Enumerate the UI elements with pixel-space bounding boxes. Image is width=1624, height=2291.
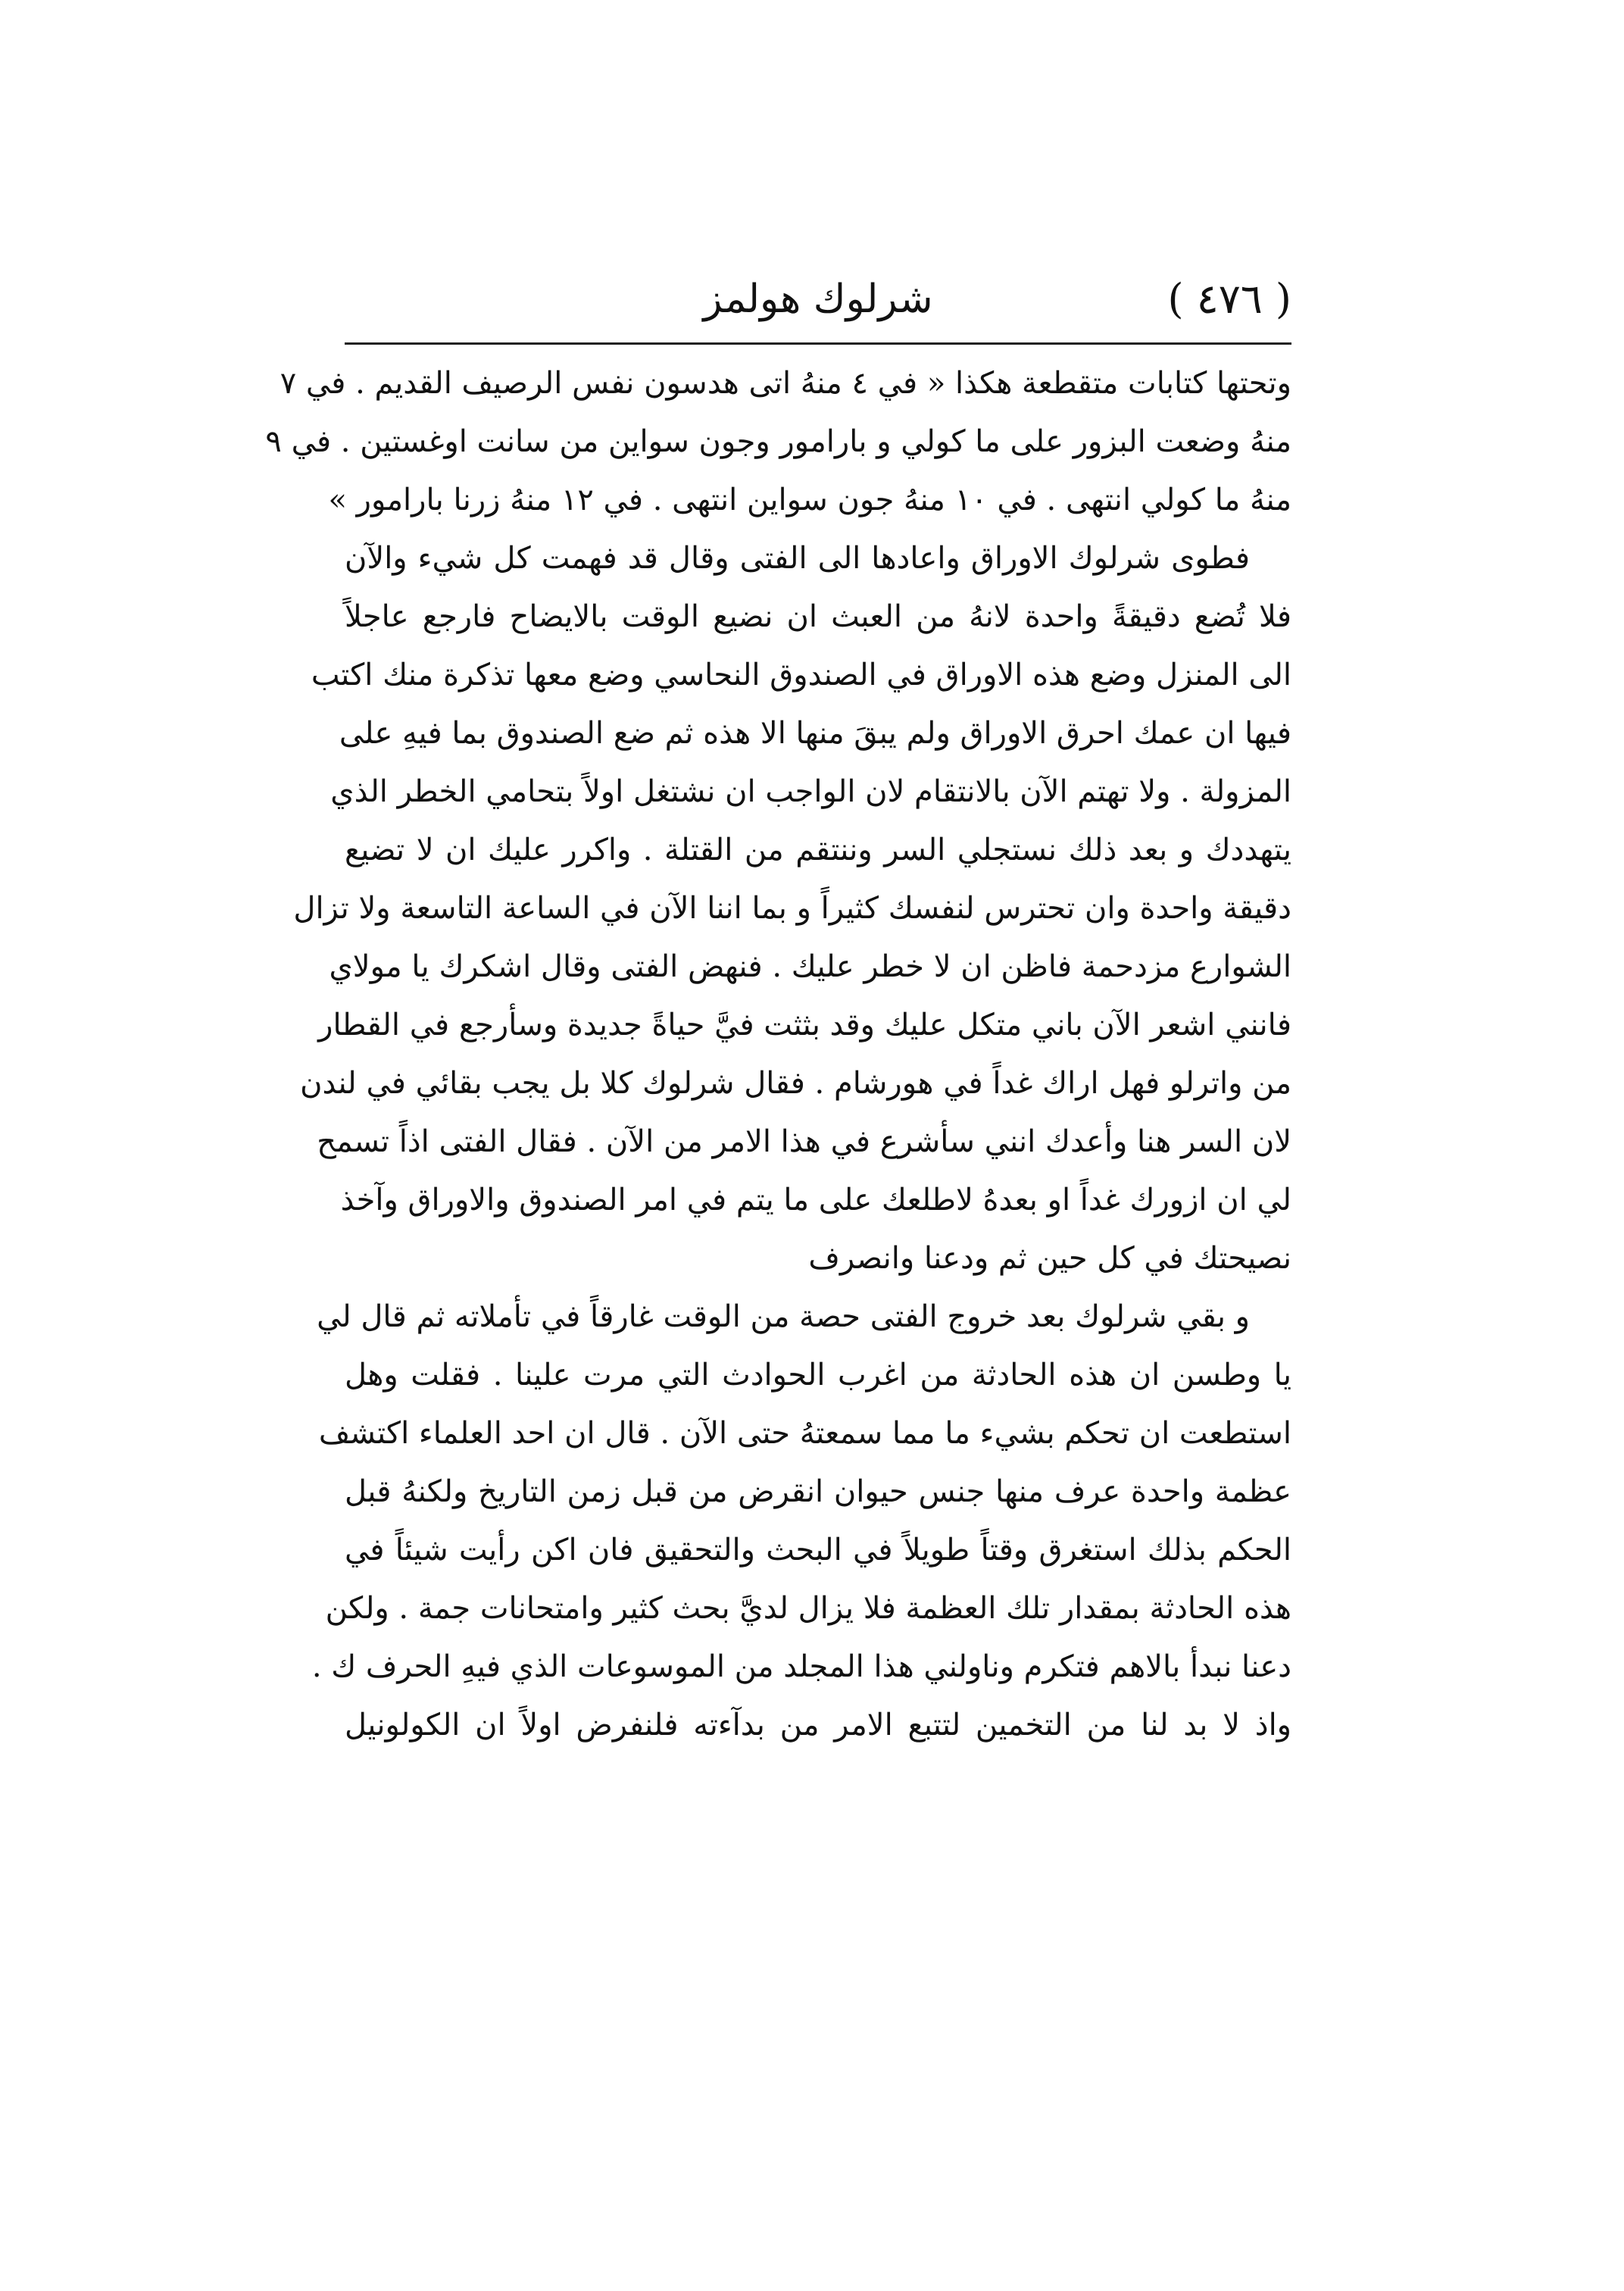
- text-line: دقيقة واحدة وان تحترس لنفسك كثيراً و بما اننا الآن في الساعة التاسعة ولا تزال: [293, 891, 1291, 926]
- text-line: فيها ان عمك احرق الاوراق ولم يبقَ منها الا هذه ثم ضع الصندوق بما فيهِ على: [339, 716, 1291, 751]
- text-line: هذه الحادثة بمقدار تلك العظمة فلا يزال لديَّ بحث كثير وامتحانات جمة . ولكن: [325, 1591, 1291, 1626]
- text-line: وتحتها كتابات متقطعة هكذا « في ٤ منهُ اتى هدسون نفس الرصيف القديم . في ٧: [280, 366, 1291, 401]
- text-line: واذ لا بد لنا من التخمين لتتبع الامر من بدآءته فلنفرض اولاً ان الكولونيل: [345, 1708, 1291, 1742]
- page-header: [345, 269, 1291, 333]
- text-line: الى المنزل وضع هذه الاوراق في الصندوق النحاسي وضع معها تذكرة منك اكتب: [311, 658, 1291, 692]
- text-line: يتهددك و بعد ذلك نستجلي السر وننتقم من القتلة . واكرر عليك ان لا تضيع: [345, 833, 1291, 867]
- text-line: فلا تُضع دقيقةً واحدة لانهُ من العبث ان نضيع الوقت بالايضاح فارجع عاجلاً: [345, 599, 1291, 634]
- text-line: الحكم بذلك استغرق وقتاً طويلاً في البحث والتحقيق فان اكن رأيت شيئاً في: [345, 1533, 1291, 1567]
- text-line: لي ان ازورك غداً او بعدهُ لاطلعك على ما يتم في امر الصندوق والاوراق وآخذ: [340, 1183, 1291, 1217]
- text-line: نصيحتك في كل حين ثم ودعنا وانصرف: [808, 1241, 1291, 1276]
- body-text: [265, 355, 1291, 1755]
- text-line: لان السر هنا وأعدك انني سأشرع في هذا الامر من الآن . فقال الفتى اذاً تسمح: [317, 1124, 1291, 1159]
- text-line: فانني اشعر الآن باني متكل عليك وقد بثثت فيَّ حياةً جديدة وسأرجع في القطار: [318, 1008, 1291, 1042]
- text-line: استطعت ان تحكم بشيء ما مما سمعتهُ حتى الآن . قال ان احد العلماء اكتشف: [318, 1416, 1291, 1451]
- text-line: الشوارع مزدحمة فاظن ان لا خطر عليك . فنهض الفتى وقال اشكرك يا مولاي: [329, 949, 1291, 984]
- text-line: دعنا نبدأ بالاهم فتكرم وناولني هذا المجلد من الموسوعات الذي فيهِ الحرف ك .: [311, 1649, 1291, 1684]
- running-title: شرلوك هولمز: [703, 277, 933, 322]
- text-line: منهُ ما كولي انتهى . في ١٠ منهُ جون سواين انتهى . في ١٢ منهُ زرنا بارامور »: [328, 483, 1291, 517]
- paragraph-start-line: و بقي شرلوك بعد خروج الفتى حصة من الوقت غارقاً في تأملاته ثم قال لي: [317, 1299, 1250, 1334]
- text-line: عظمة واحدة عرف منها جنس حيوان انقرض من قبل زمن التاريخ ولكنهُ قبل: [345, 1474, 1291, 1509]
- text-line: يا وطسن ان هذه الحادثة من اغرب الحوادث التي مرت علينا . فقلت وهل: [345, 1358, 1291, 1392]
- page-number: ( ٤٧٦ ): [1167, 275, 1291, 323]
- text-line: منهُ وضعت البزور على ما كولي و بارامور وجون سواين من سانت اوغستين . في ٩: [265, 424, 1291, 459]
- header-rule: [345, 342, 1291, 345]
- paragraph-start-line: فطوى شرلوك الاوراق واعادها الى الفتى وقال قد فهمت كل شيء والآن: [345, 541, 1250, 576]
- text-line: من واترلو فهل اراك غداً في هورشام . فقال شرلوك كلا بل يجب بقائي في لندن: [300, 1066, 1291, 1101]
- text-line: المزولة . ولا تهتم الآن بالانتقام لان الواجب ان نشتغل اولاً بتحامي الخطر الذي: [330, 774, 1291, 809]
